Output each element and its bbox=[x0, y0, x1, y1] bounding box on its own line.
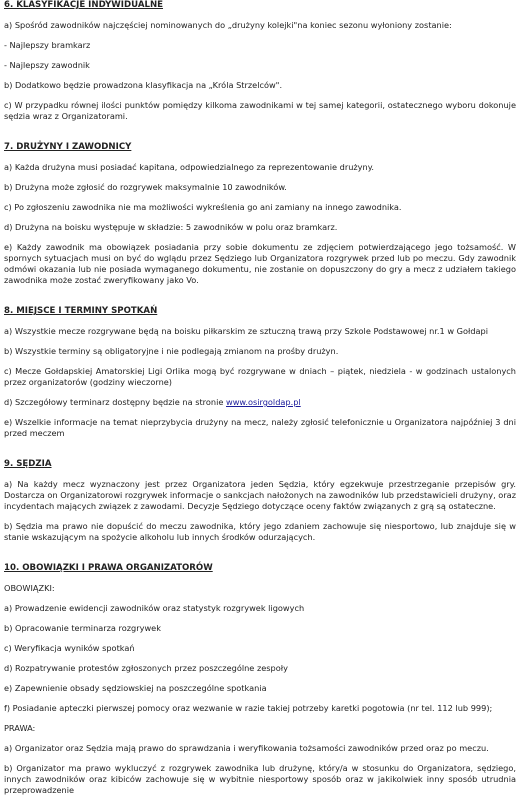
section-8 bbox=[4, 306, 516, 439]
section-title: 8. MIEJSCE I TERMINY SPOTKAŃ bbox=[4, 306, 158, 316]
paragraph: b) Organizator ma prawo wykluczyć z rozgrywek zawodnika lub drużynę, który/a w stosunku do Organizatora, sędziego, innych zawodników oraz kibiców zachowuje się w wybitnie niesportowy sposób oraz w jakikolwiek inny sposób utrudnia przeprowadzenie bbox=[4, 763, 516, 795]
subheading: PRAWA: bbox=[4, 723, 36, 733]
section-title: 6. KLASYFIKACJE INDYWIDUALNE bbox=[4, 0, 164, 10]
paragraph: a) Prowadzenie ewidencji zawodników oraz statystyk rozgrywek ligowych bbox=[4, 603, 305, 613]
section-10 bbox=[4, 563, 516, 796]
paragraph-with-link bbox=[4, 397, 516, 408]
paragraph: b) Drużyna może zgłosić do rozgrywek maksymalnie 10 zawodników. bbox=[4, 182, 287, 192]
paragraph: e) Każdy zawodnik ma obowiązek posiadania przy sobie dokumentu ze zdjęciem potwierdzającego jego tożsamość. W spornych sytuacjach musi on być do wglądu przez Sędziego lub Organizatora rozgrywek przed lub po meczu. Gdy zawodnik odmówi okazania lub nie posiada wymaganego dokumentu, nie zostanie on dopuszczony do gry a mecz z udziałem takiego zawodnika może zostać zweryfikowany jako Vo. bbox=[4, 242, 516, 285]
paragraph: a) Każda drużyna musi posiadać kapitana, odpowiedzialnego za reprezentowanie drużyny. bbox=[4, 162, 374, 172]
section-title: 9. SĘDZIA bbox=[4, 459, 52, 469]
list-item: - Najlepszy bramkarz bbox=[4, 40, 91, 50]
section-9 bbox=[4, 459, 516, 543]
section-7 bbox=[4, 142, 516, 286]
section-title: 10. OBOWIĄZKI I PRAWA ORGANIZATORÓW bbox=[4, 563, 213, 573]
section-title: 7. DRUŻYNY I ZAWODNICY bbox=[4, 142, 132, 152]
paragraph: b) Wszystkie terminy są obligatoryjne i nie podlegają zmianom na prośby drużyn. bbox=[4, 346, 339, 356]
section-6 bbox=[4, 0, 516, 122]
paragraph: b) Sędzia ma prawo nie dopuścić do meczu zawodnika, który jego zdaniem zachowuje się niesportowo, lub znajduje się w stanie wskazującym na spożycie alkoholu lub innych środków odurzających. bbox=[4, 521, 516, 542]
paragraph: c) W przypadku równej ilości punktów pomiędzy kilkoma zawodnikami w tej samej kategorii, ostatecznego wyboru dokonuje sędzia wraz z Organizatorami. bbox=[4, 100, 516, 121]
paragraph: d) Drużyna na boisku występuje w składzie: 5 zawodników w polu oraz bramkarz. bbox=[4, 222, 338, 232]
paragraph: b) Dodatkowo będzie prowadzona klasyfikacja na „Króla Strzelców". bbox=[4, 80, 283, 90]
link-prefix: d) Szczegółowy terminarz dostępny będzie na stronie bbox=[4, 397, 226, 407]
paragraph: c) Weryfikacja wyników spotkań bbox=[4, 643, 135, 653]
paragraph: d) Rozpatrywanie protestów zgłoszonych przez poszczególne zespoły bbox=[4, 663, 288, 673]
paragraph: a) Na każdy mecz wyznaczony jest przez Organizatora jeden Sędzia, który egzekwuje przestrzeganie przepisów gry. Dostarcza on Organizatorowi rozgrywek informacje o sankcjach nałożonych na zawodników lub przedstawicieli drużyny, oraz incydentach mających związek z zawodami. Decyzje Sędziego dotyczące oceny faktów związanych z grą są ostateczne. bbox=[4, 479, 516, 511]
paragraph: f) Posiadanie apteczki pierwszej pomocy oraz wezwanie w razie takiej potrzeby karetki pogotowia (nr tel. 112 lub 999); bbox=[4, 703, 493, 713]
paragraph: a) Spośród zawodników najczęściej nominowanych do „drużyny kolejki"na koniec sezonu wyłoniony zostanie: bbox=[4, 20, 452, 30]
paragraph: b) Opracowanie terminarza rozgrywek bbox=[4, 623, 161, 633]
paragraph: e) Wszelkie informacje na temat nieprzybycia drużyny na mecz, należy zgłosić telefonicznie u Organizatora najpóźniej 3 dni przed meczem bbox=[4, 417, 516, 438]
list-item: - Najlepszy zawodnik bbox=[4, 60, 90, 70]
website-link[interactable]: www.osirgoldap.pl bbox=[226, 397, 301, 407]
subheading: OBOWIĄZKI: bbox=[4, 583, 55, 593]
paragraph: e) Zapewnienie obsady sędziowskiej na poszczególne spotkania bbox=[4, 683, 267, 693]
paragraph: a) Organizator oraz Sędzia mają prawo do sprawdzania i weryfikowania tożsamości zawodników przed oraz po meczu. bbox=[4, 743, 489, 753]
paragraph: c) Mecze Gołdapskiej Amatorskiej Ligi Orlika mogą być rozgrywane w dniach – piątek, niedziela - w godzinach ustalonych przez organizatorów (godziny wieczorne) bbox=[4, 366, 516, 387]
paragraph: c) Po zgłoszeniu zawodnika nie ma możliwości wykreślenia go ani zamiany na innego zawodnika. bbox=[4, 202, 402, 212]
paragraph: a) Wszystkie mecze rozgrywane będą na boisku piłkarskim ze sztuczną trawą przy Szkole Podstawowej nr.1 w Gołdapi bbox=[4, 326, 489, 336]
